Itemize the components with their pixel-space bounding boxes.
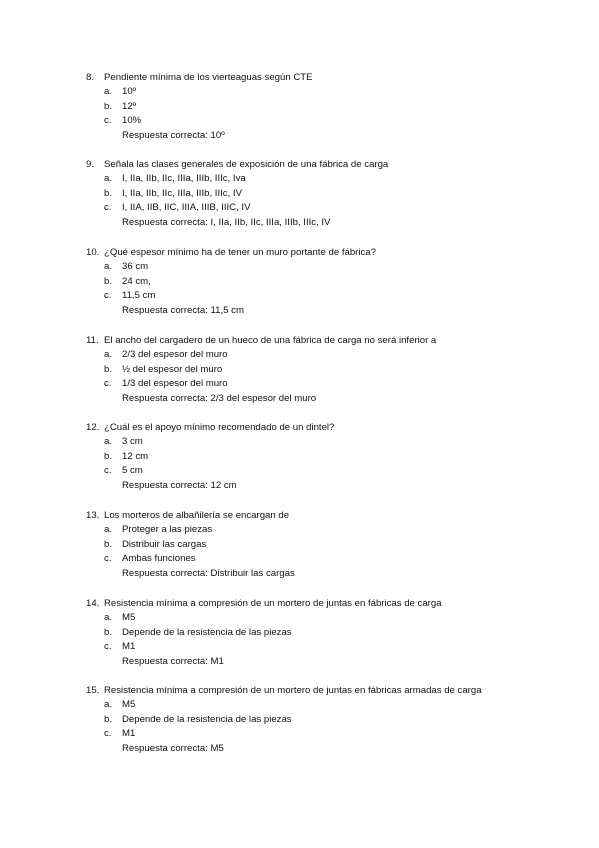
- option-letter: b.: [104, 626, 113, 638]
- option-b: [86, 626, 576, 640]
- option-text: Depende de la resistencia de las piezas: [122, 713, 292, 725]
- question-11: [86, 334, 576, 406]
- question-number: 9.: [86, 159, 95, 170]
- option-text: M1: [122, 641, 136, 653]
- question-9: [86, 158, 576, 230]
- option-letter: c.: [104, 115, 112, 127]
- option-text: Depende de la resistencia de las piezas: [122, 626, 292, 638]
- question-text: El ancho del cargadero de un hueco de una fábrica de carga no será inferior a: [104, 335, 437, 346]
- question-8: [86, 71, 576, 143]
- option-text: 10º: [122, 86, 137, 98]
- correct-answer: Respuesta correcta: 2/3 del espesor del muro: [122, 392, 317, 404]
- option-letter: a.: [104, 261, 113, 273]
- option-letter: b.: [104, 187, 113, 199]
- option-letter: a.: [104, 173, 113, 185]
- option-letter: c.: [104, 553, 112, 565]
- option-b: [86, 100, 576, 114]
- correct-answer: Respuesta correcta: M1: [122, 655, 224, 667]
- correct-answer: Respuesta correcta: I, IIa, IIb, IIc, IIIa, IIIb, IIIc, IV: [122, 216, 331, 228]
- option-a: [86, 523, 576, 537]
- option-b: [86, 363, 576, 377]
- question-14: [86, 597, 576, 669]
- option-text: 11,5 cm: [122, 290, 156, 302]
- option-c: [86, 464, 576, 478]
- option-text: 12 cm: [122, 450, 149, 462]
- option-letter: b.: [104, 363, 113, 375]
- question-text: Resistencia mínima a compresión de un mortero de juntas en fábricas de carga: [104, 598, 442, 609]
- option-letter: b.: [104, 538, 113, 550]
- option-letter: a.: [104, 86, 113, 98]
- option-text: Ambas funciones: [122, 553, 196, 565]
- question-number: 8.: [86, 72, 95, 83]
- option-letter: b.: [104, 275, 113, 287]
- option-text: M5: [122, 699, 136, 711]
- question-text: Señala las clases generales de exposición de una fábrica de carga: [104, 159, 389, 170]
- option-c: [86, 640, 576, 654]
- option-letter: c.: [104, 465, 112, 477]
- option-letter: c.: [104, 728, 112, 740]
- option-text: I, IIA, IIB, IIC, IIIA, IIIB, IIIC, IV: [122, 202, 251, 214]
- option-a: [86, 85, 576, 99]
- option-letter: a.: [104, 524, 113, 536]
- option-c: [86, 289, 576, 303]
- correct-answer: Respuesta correcta: 12 cm: [122, 479, 237, 491]
- option-text: ½ del espesor del muro: [122, 363, 223, 375]
- option-text: M5: [122, 612, 136, 624]
- option-c: [86, 552, 576, 566]
- option-letter: a.: [104, 436, 113, 448]
- option-letter: c.: [104, 290, 112, 302]
- question-number: 15.: [86, 685, 100, 696]
- option-text: 24 cm,: [122, 275, 151, 287]
- question-number: 13.: [86, 510, 100, 521]
- option-c: [86, 114, 576, 128]
- question-13: [86, 509, 576, 581]
- option-a: [86, 698, 576, 712]
- correct-answer: Respuesta correcta: 11,5 cm: [122, 304, 244, 316]
- option-b: [86, 275, 576, 289]
- option-letter: a.: [104, 349, 113, 361]
- option-text: 12º: [122, 100, 137, 112]
- option-c: [86, 201, 576, 215]
- option-a: [86, 260, 576, 274]
- option-b: [86, 450, 576, 464]
- option-letter: c.: [104, 202, 112, 214]
- correct-answer: Respuesta correcta: 10º: [122, 129, 225, 141]
- option-text: I, IIa, IIb, IIc, IIIa, IIIb, IIIc, Iva: [122, 173, 246, 185]
- option-letter: b.: [104, 713, 113, 725]
- option-c: [86, 727, 576, 741]
- option-text: 1/3 del espesor del muro: [122, 378, 228, 390]
- question-number: 10.: [86, 247, 100, 258]
- option-a: [86, 172, 576, 186]
- question-15: [86, 684, 576, 756]
- option-b: [86, 187, 576, 201]
- correct-answer: Respuesta correcta: Distribuir las cargas: [122, 567, 295, 579]
- option-letter: a.: [104, 699, 113, 711]
- question-10: [86, 246, 576, 318]
- option-a: [86, 435, 576, 449]
- option-text: 36 cm: [122, 261, 149, 273]
- question-number: 12.: [86, 422, 100, 433]
- option-letter: c.: [104, 378, 112, 390]
- option-c: [86, 377, 576, 391]
- option-letter: c.: [104, 641, 112, 653]
- option-letter: b.: [104, 450, 113, 462]
- option-text: 10%: [122, 115, 142, 127]
- question-number: 14.: [86, 598, 100, 609]
- question-12: [86, 421, 576, 493]
- option-text: 2/3 del espesor del muro: [122, 349, 228, 361]
- option-text: Distribuir las cargas: [122, 538, 207, 550]
- option-b: [86, 538, 576, 552]
- correct-answer: Respuesta correcta: M5: [122, 742, 224, 754]
- option-letter: a.: [104, 612, 113, 624]
- option-text: Proteger a las piezas: [122, 524, 213, 536]
- question-text: ¿Qué espesor mínimo ha de tener un muro portante de fábrica?: [104, 247, 376, 258]
- question-text: Pendiente mínima de los vierteaguas según CTE: [104, 72, 313, 83]
- option-letter: b.: [104, 100, 113, 112]
- option-text: M1: [122, 728, 136, 740]
- question-text: Los morteros de albañilería se encargan de: [104, 510, 290, 521]
- option-a: [86, 611, 576, 625]
- option-a: [86, 348, 576, 362]
- question-text: Resistencia mínima a compresión de un mortero de juntas en fábricas armadas de carga: [104, 685, 482, 696]
- option-text: 5 cm: [122, 465, 143, 477]
- option-text: I, IIa, IIb, IIc, IIIa, IIIb, IIIc, IV: [122, 187, 242, 199]
- option-text: 3 cm: [122, 436, 143, 448]
- option-b: [86, 713, 576, 727]
- question-text: ¿Cuál es el apoyo mínimo recomendado de un dintel?: [104, 422, 335, 433]
- question-number: 11.: [86, 335, 99, 346]
